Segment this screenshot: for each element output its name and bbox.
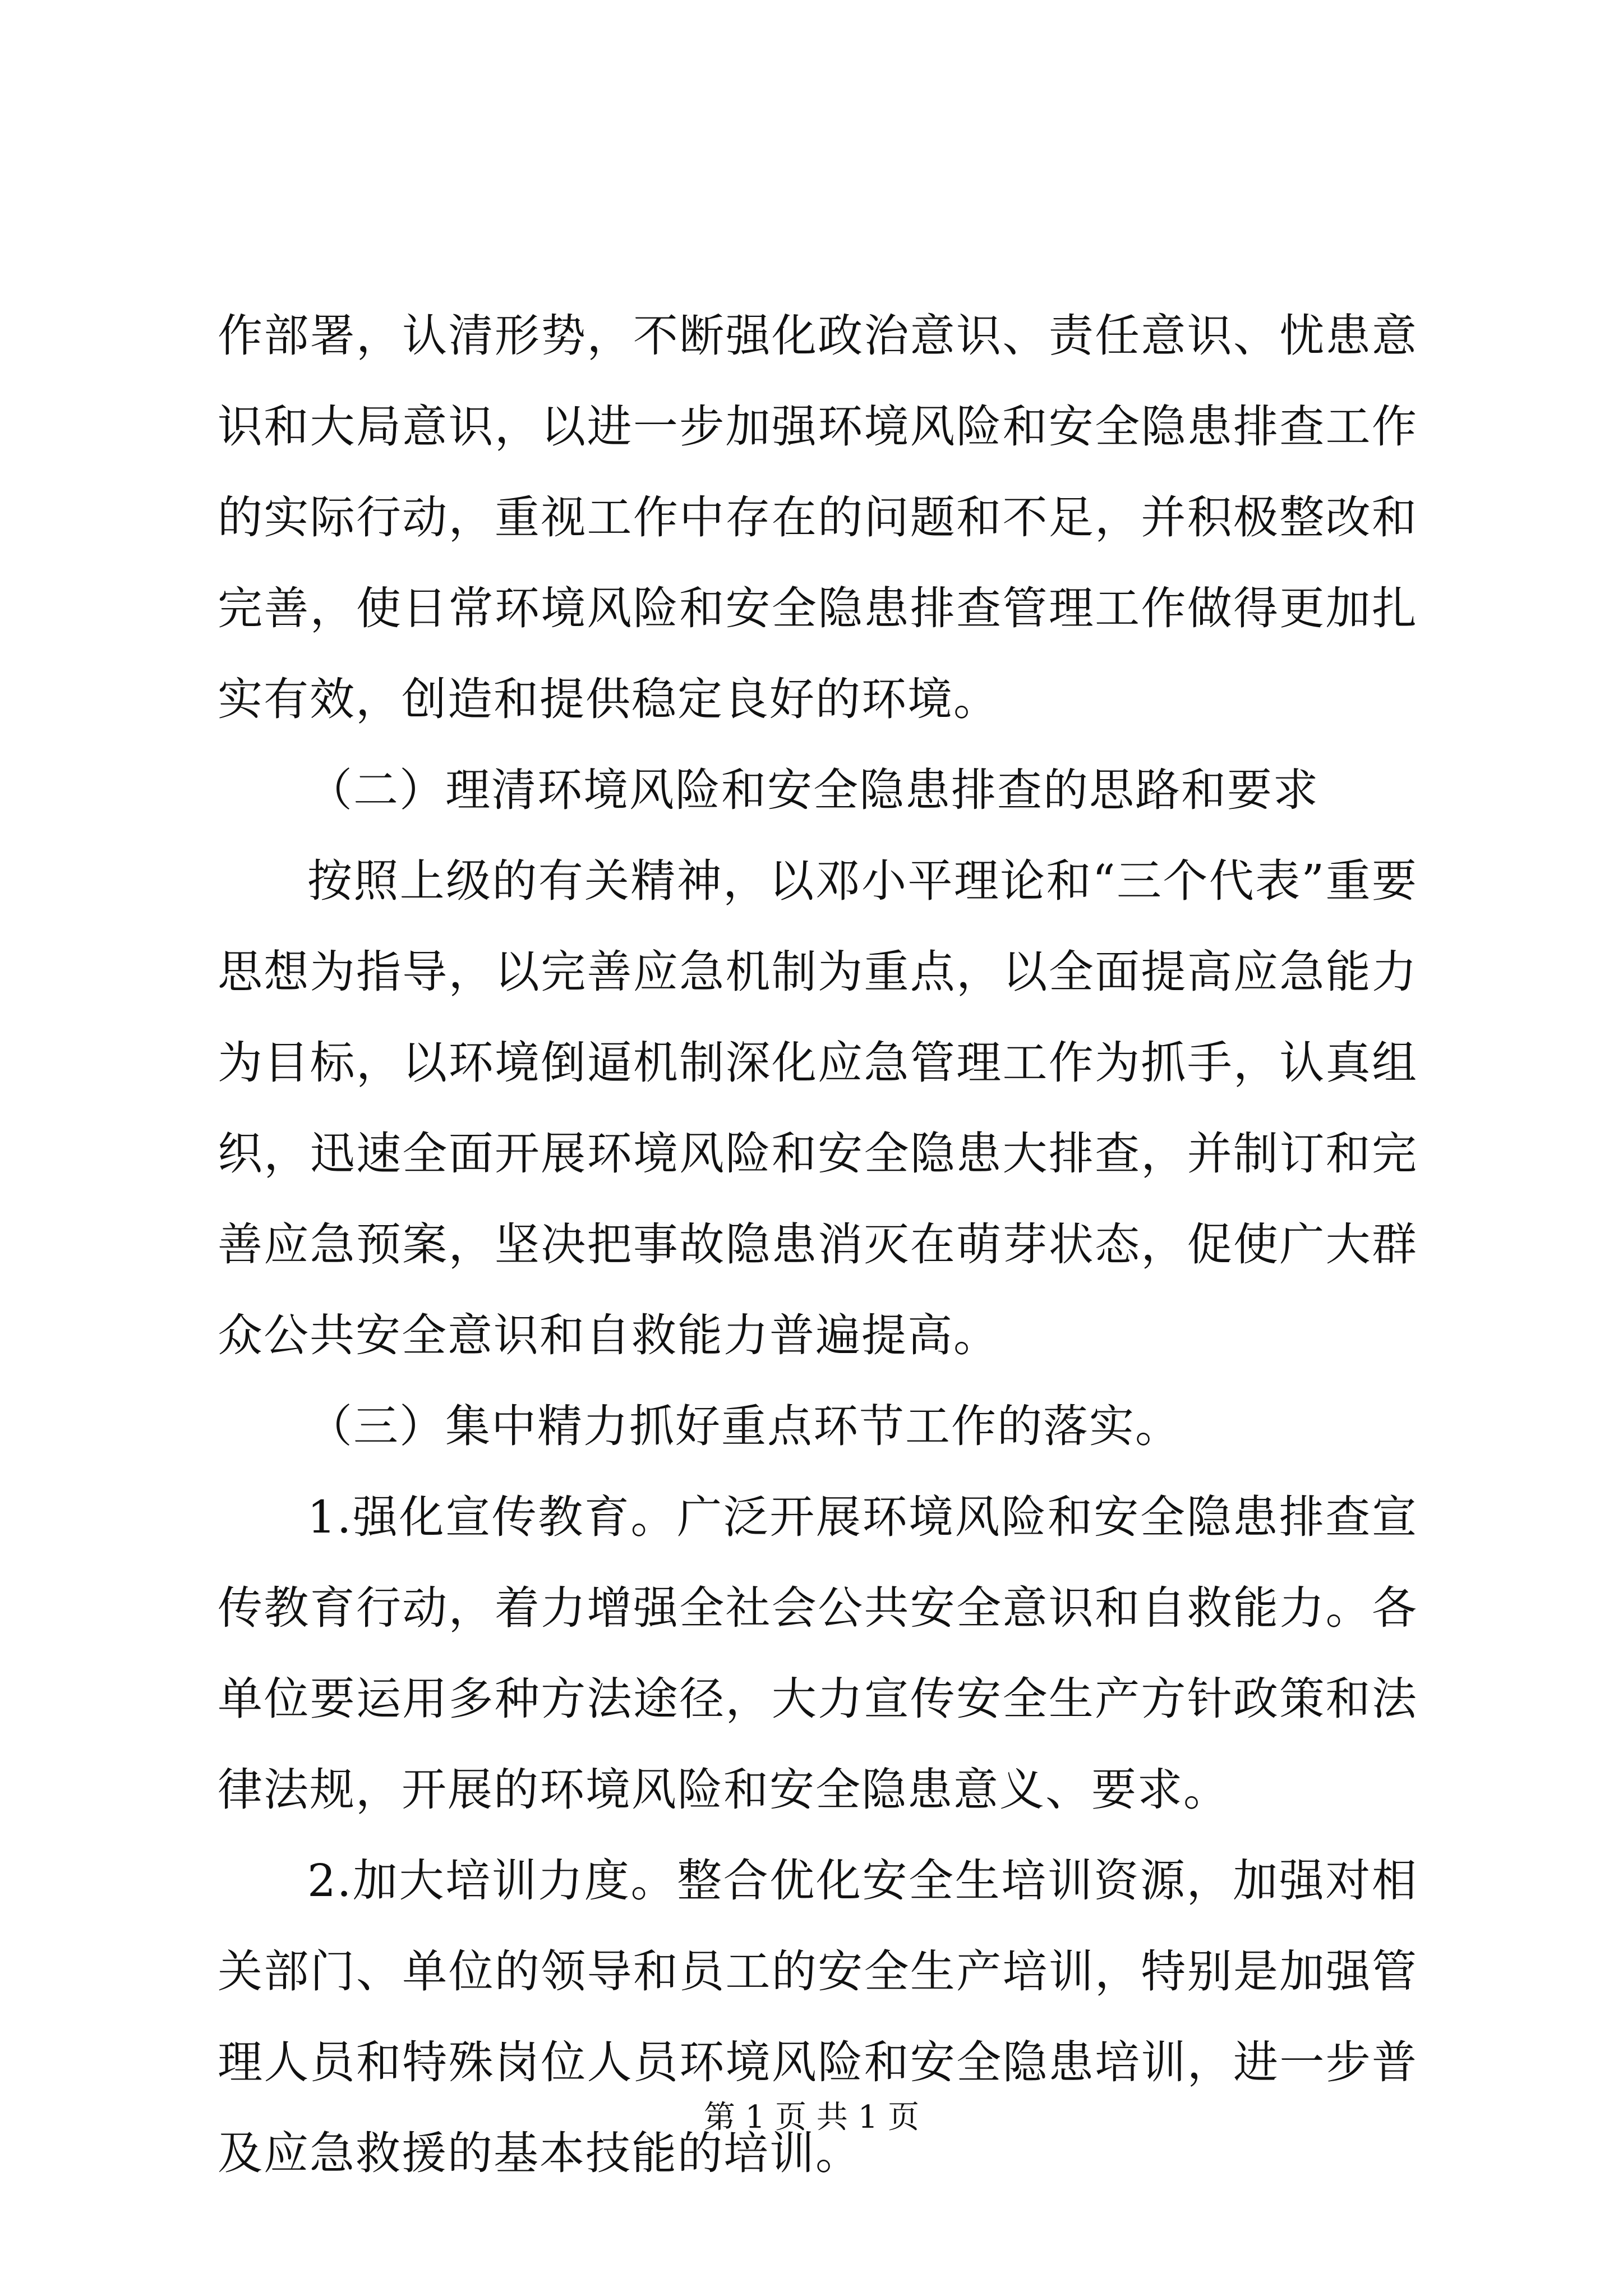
document-body (218, 291, 1418, 2199)
paragraph-guiding-principles: 按照上级的有关精神，以邓小平理论和“三个代表”重要思想为指导，以完善应急机制为重点，以全面提高应急能力为目标，以环境倒逼机制深化应急管理工作为抓手，认真组织，迅速全面开展环境风险和安全隐患大排查，并制订和完善应急预案，坚决把事故隐患消灭在萌芽状态，促使广大群众公共安全意识和自救能力普遍提高。 (218, 855, 1418, 1361)
section-heading-3: （三）集中精力抓好重点环节工作的落实。 (307, 1400, 1181, 1452)
paragraph-item-2-training: 2.加大培训力度。整合优化安全生培训资源，加强对相关部门、单位的领导和员工的安全生产培训，特别是加强管理人员和特殊岗位人员环境风险和安全隐患培训，进一步普及应急救援的基本技能的培训。 (218, 1855, 1418, 2179)
paragraph-continued: 作部署，认清形势，不断强化政治意识、责任意识、忧患意识和大局意识，以进一步加强环境风险和安全隐患排查工作的实际行动，重视工作中存在的问题和不足，并积极整改和完善，使日常环境风险和安全隐患排查管理工作做得更加扎实有效，创造和提供稳定良好的环境。 (218, 310, 1418, 725)
paragraph-item-1-publicity: 1.强化宣传教育。广泛开展环境风险和安全隐患排查宣传教育行动，着力增强全社会公共安全意识和自救能力。各单位要运用多种方法途径，大力宣传安全生产方针政策和法律法规，开展的环境风险和安全隐患意义、要求。 (218, 1491, 1418, 1816)
section-heading-2: （二）理清环境风险和安全隐患排查的思路和要求 (307, 764, 1319, 816)
page-number-footer: 第 1 页 共 1 页 (703, 2099, 920, 2136)
